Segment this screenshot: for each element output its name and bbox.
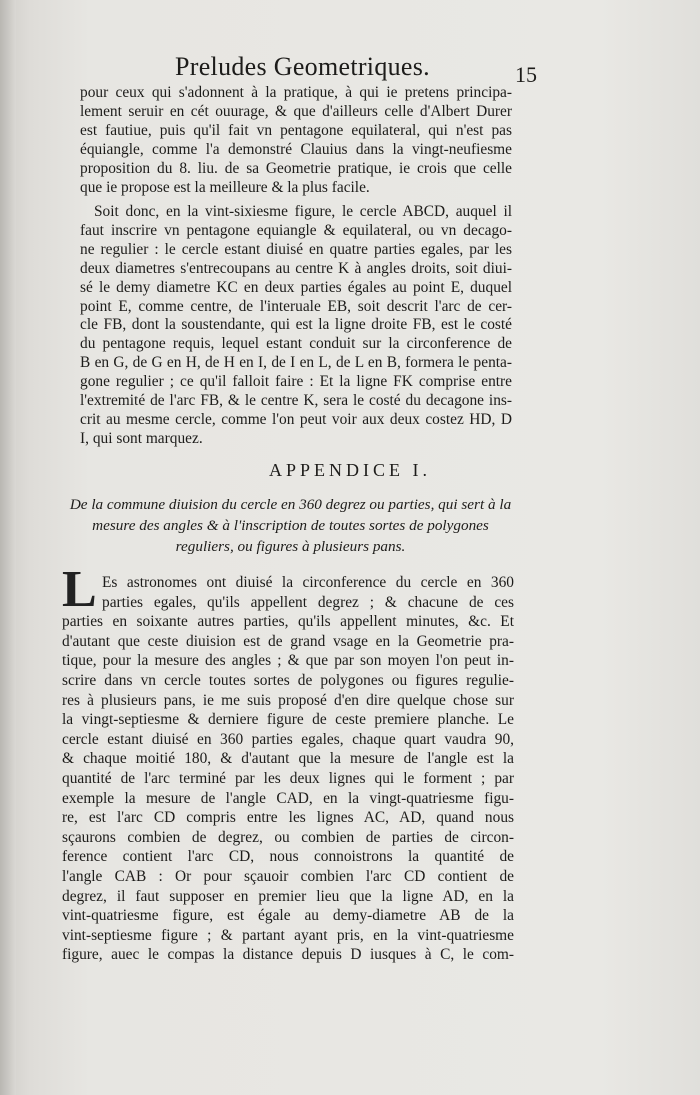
text-line: point E, comme centre, de l'interuale EB, soit descrit l'arc de cer- bbox=[80, 297, 512, 315]
text-line: degrez, il faut supposer en premier lieu que la ligne AD, en la bbox=[62, 887, 514, 905]
text-line: sé le demy diametre KC en deux parties égales au point E, duquel bbox=[80, 278, 512, 296]
subtitle-line: De la commune diuision du cercle en 360 degrez ou parties, qui sert à la bbox=[69, 496, 512, 513]
text-line: la vingt-septiesme & derniere figure de ceste premiere planche. Le bbox=[62, 711, 514, 729]
page-number: 15 bbox=[515, 62, 537, 87]
text-line: pour ceux qui s'adonnent à la pratique, à qui ie pretens principa- bbox=[80, 84, 512, 101]
text-line: B en G, de G en H, de H en I, de I en L, de L en B, formera le penta- bbox=[80, 354, 512, 372]
text-line: l'extremité de l'arc FB, & le centre K, sera le costé du decagone ins- bbox=[80, 392, 512, 410]
text-line: I, qui sont marquez. bbox=[80, 429, 203, 447]
page-header bbox=[0, 52, 700, 86]
text-line: vint-quatriesme figure, est égale au demy-diametre AB de la bbox=[62, 907, 514, 925]
text-line: tique, pour la mesure des angles ; & que par son moyen l'on peut in- bbox=[62, 652, 514, 670]
appendix-subtitle bbox=[68, 494, 513, 557]
text-line: crit au mesme cercle, comme l'on peut voir aux deux costez HD, D bbox=[80, 410, 512, 428]
gutter-shadow bbox=[0, 0, 16, 1095]
text-line: exemple la mesure de l'angle CAD, en la vingt-quatriesme figu- bbox=[62, 789, 514, 807]
text-line: cle FB, dont la soustendante, qui est la ligne droite FB, est le costé bbox=[80, 316, 512, 334]
text-line: l'angle CAB : Or pour sçauoir combien l'arc CD contient de bbox=[62, 867, 514, 885]
text-line: ference contient l'arc CD, nous connoistrons la quantité de bbox=[62, 848, 514, 866]
appendix-body bbox=[62, 573, 514, 965]
text-line: Es astronomes ont diuisé la circonference du cercle en 360 bbox=[102, 574, 514, 591]
paragraph-2 bbox=[80, 203, 512, 449]
text-line: deux diametres s'entrecoupans au centre K à angles droits, soit diui- bbox=[80, 259, 512, 277]
appendix-heading: APPENDICE I. bbox=[268, 460, 431, 480]
text-line: sçaurons combien de degrez, ou combien de parties de circon- bbox=[62, 828, 514, 846]
subtitle-line: reguliers, ou figures à plusieurs pans. bbox=[175, 538, 406, 555]
text-line: équiangle, comme l'a demonstré Clauius dans la vingt-neufiesme bbox=[80, 140, 512, 158]
text-line: Soit donc, en la vint-sixiesme figure, le cercle ABCD, auquel il bbox=[94, 203, 512, 220]
text-line: & chaque moitié 180, & d'autant que la mesure de l'angle est la bbox=[62, 750, 514, 768]
text-line: figure, auec le compas la distance depuis D iusques à C, le com- bbox=[62, 946, 514, 964]
text-line: d'autant que ceste diuision est de grand vsage en la Geometrie pra- bbox=[62, 632, 514, 650]
text-line: est fautiue, puis qu'il fait vn pentagone equilateral, qui n'est pas bbox=[80, 121, 512, 139]
text-line: res à plusieurs pans, ie me suis proposé d'en dire quelque chose sur bbox=[62, 691, 514, 709]
text-line: gone regulier ; ce qu'il falloit faire : Et la ligne FK comprise entre bbox=[80, 373, 512, 391]
text-line: proposition du 8. liu. de sa Geometrie pratique, ie crois que celle bbox=[80, 159, 512, 177]
text-line: re, est l'arc CD compris entre les lignes AC, AD, quand nous bbox=[62, 809, 514, 827]
paragraph-1 bbox=[80, 84, 512, 197]
text-line: cercle estant diuisé en 360 parties egales, chaque quart vaudra 90, bbox=[62, 730, 514, 748]
text-line: du pentagone requis, lequel estant conduit sur la circonference de bbox=[80, 335, 512, 353]
subtitle-line: mesure des angles & à l'inscription de toutes sortes de polygones bbox=[92, 517, 489, 534]
text-line: faut inscrire vn pentagone equiangle & equilateral, ou vn decago- bbox=[80, 221, 512, 239]
text-line: parties egales, qu'ils appellent degrez ; & chacune de ces bbox=[102, 593, 514, 611]
text-line: lement seruir en cét ouurage, & que d'ailleurs celle d'Albert Durer bbox=[80, 102, 512, 120]
running-title: Preludes Geometriques. bbox=[175, 52, 430, 81]
drop-cap: L bbox=[62, 561, 97, 618]
text-line: quantité de l'arc terminé par les deux lignes qui le forment ; par bbox=[62, 769, 514, 787]
text-line: parties en soixante autres parties, qu'ils appellent minutes, &c. Et bbox=[62, 613, 514, 631]
text-line: scrire dans vn cercle toutes sortes de polygones ou figures regulie- bbox=[62, 671, 514, 689]
text-line: vint-septiesme figure ; & partant ayant pris, en la vint-quatriesme bbox=[62, 926, 514, 944]
text-line: que ie propose est la meilleure & la plus facile. bbox=[80, 178, 370, 196]
text-line: ne regulier : le cercle estant diuisé en quatre parties egales, par les bbox=[80, 240, 512, 258]
